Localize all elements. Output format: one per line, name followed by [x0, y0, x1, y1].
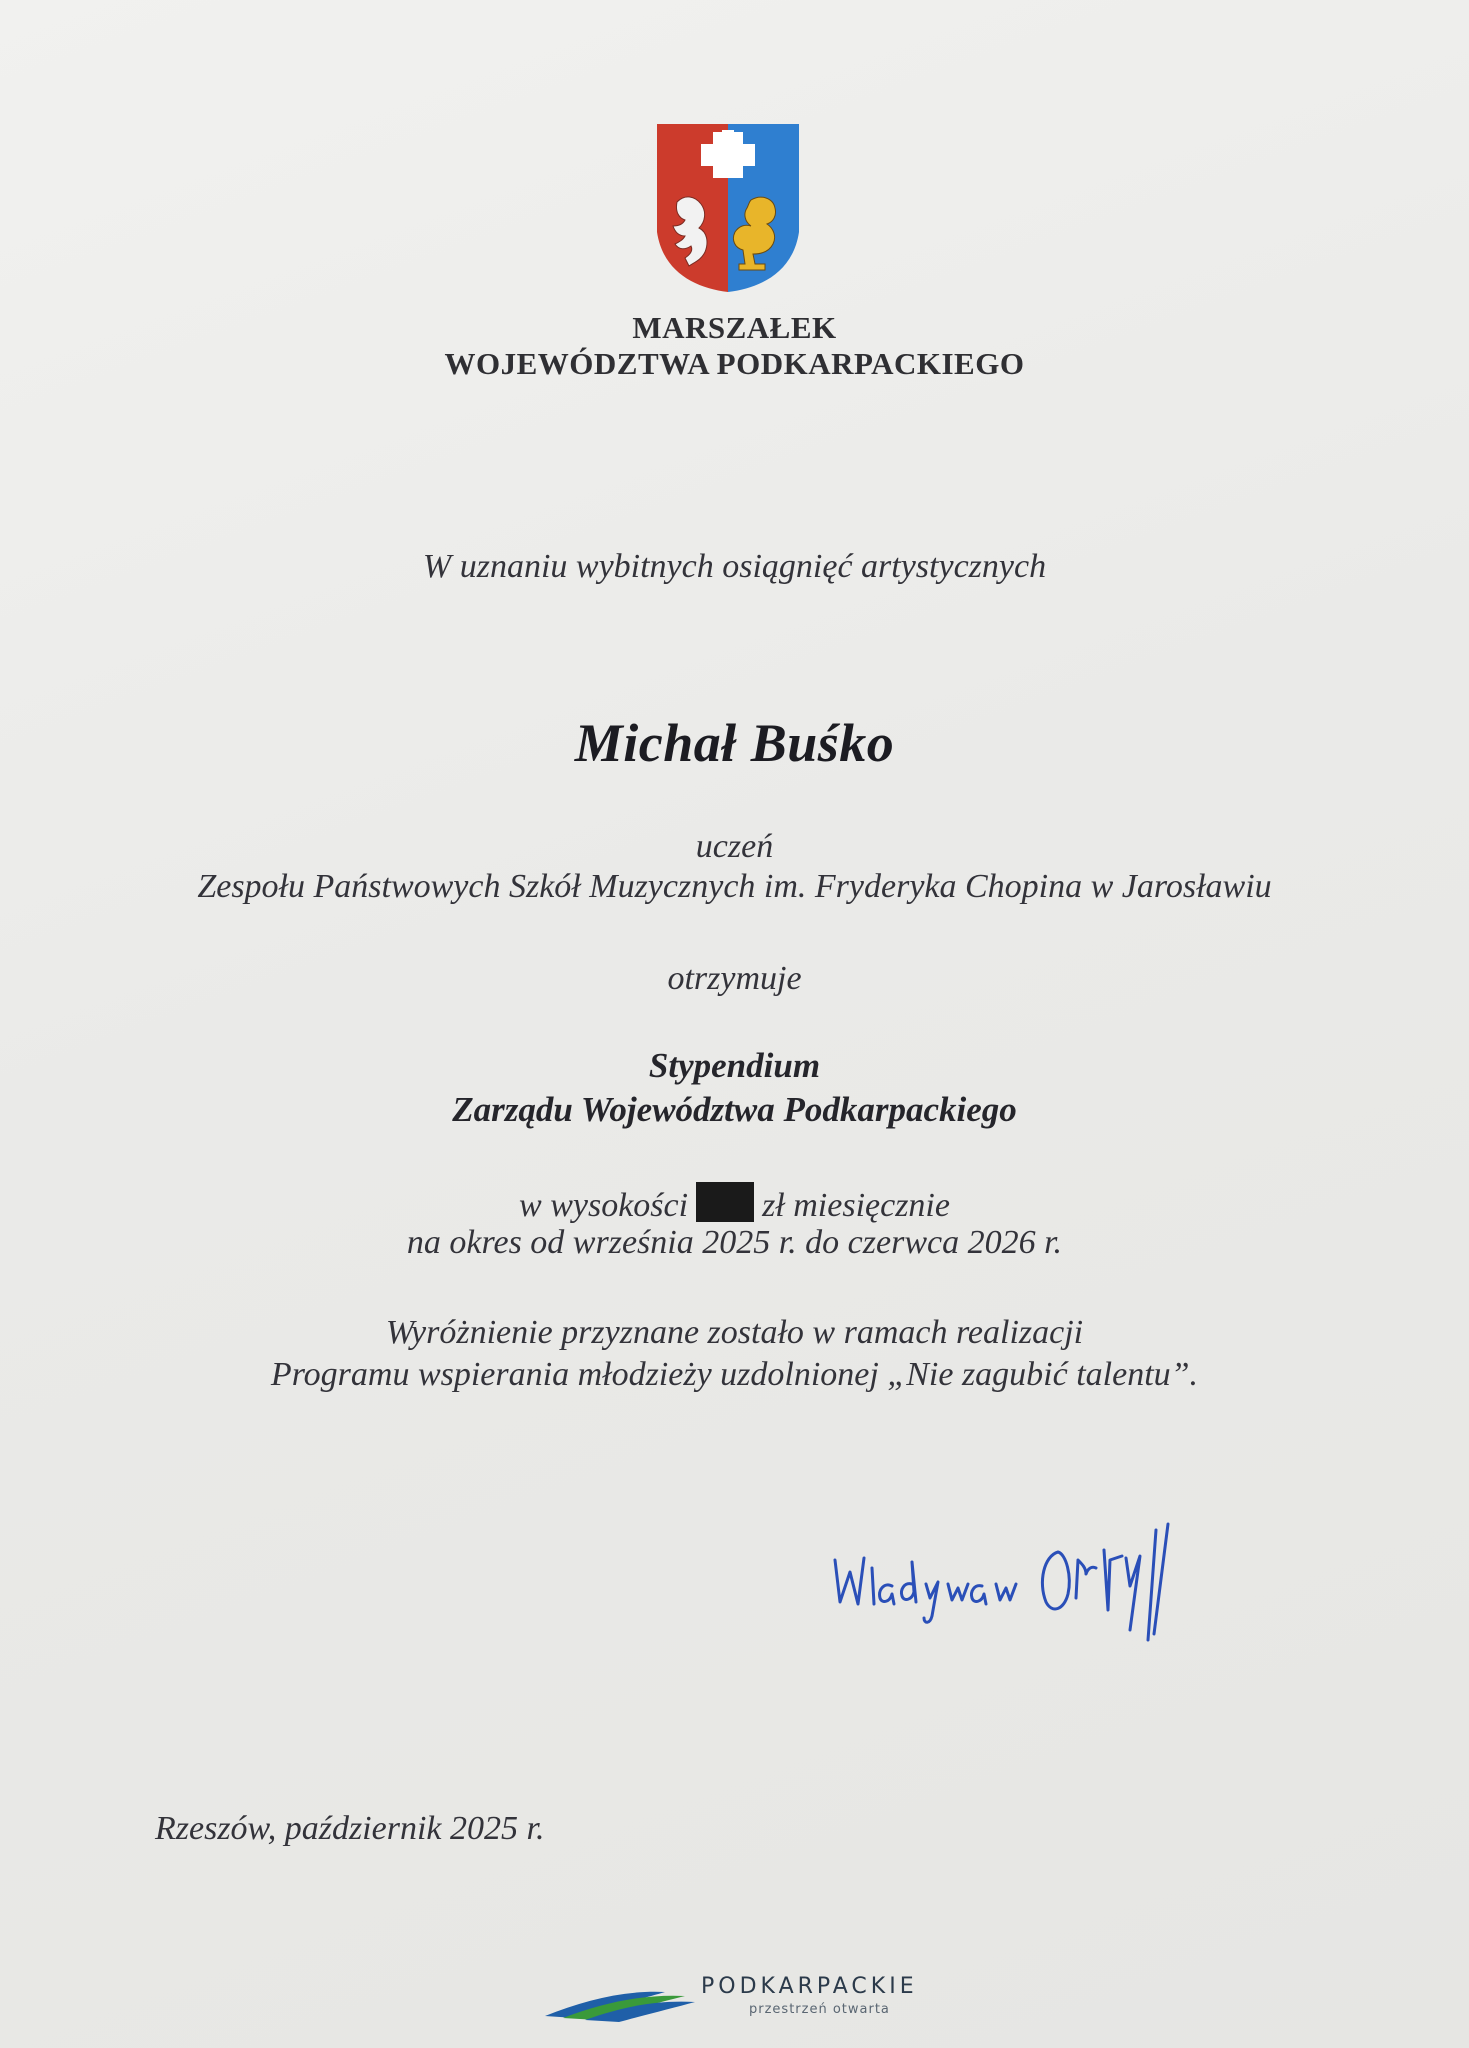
brand-logo [545, 1966, 1005, 2026]
brand-swoosh-icon [545, 1970, 715, 2022]
issuer-subtitle: WOJEWÓDZTWA PODKARPACKIEGO [444, 346, 1025, 381]
amount-suffix: zł miesięcznie [762, 1187, 950, 1224]
receives-label: otrzymuje [667, 960, 802, 997]
amount-prefix: w wysokości [519, 1187, 689, 1224]
issuer-title: MARSZAŁEK [632, 310, 837, 345]
recipient-name: Michał Buśko [574, 713, 895, 773]
award-issuer: Zarządu Województwa Podkarpackiego [452, 1090, 1017, 1129]
recognition-line: W uznaniu wybitnych osiągnięć artystycznych [422, 548, 1047, 585]
student-label: uczeń [695, 828, 774, 865]
period-line: na okres od września 2025 r. do czerwca 2026 r. [406, 1224, 1063, 1261]
amount-line [0, 1182, 1469, 1225]
note-line-2: Programu wspierania młodzieży uzdolnionej „Nie zagubić talentu”. [270, 1356, 1199, 1393]
redacted-amount [696, 1182, 754, 1222]
place-and-date: Rzeszów, październik 2025 r. [155, 1810, 545, 1847]
brand-tagline: przestrzeń otwarta [749, 2002, 890, 2017]
coat-of-arms-icon [655, 122, 801, 294]
award-title: Stypendium [648, 1046, 821, 1085]
handwritten-signature [820, 1480, 1260, 1660]
note-line-1: Wyróżnienie przyznane zostało w ramach realizacji [385, 1314, 1084, 1351]
brand-name: PODKARPACKIE [701, 1974, 918, 1999]
school-name: Zespołu Państwowych Szkół Muzycznych im. Fryderyka Chopina w Jarosławiu [197, 868, 1272, 905]
